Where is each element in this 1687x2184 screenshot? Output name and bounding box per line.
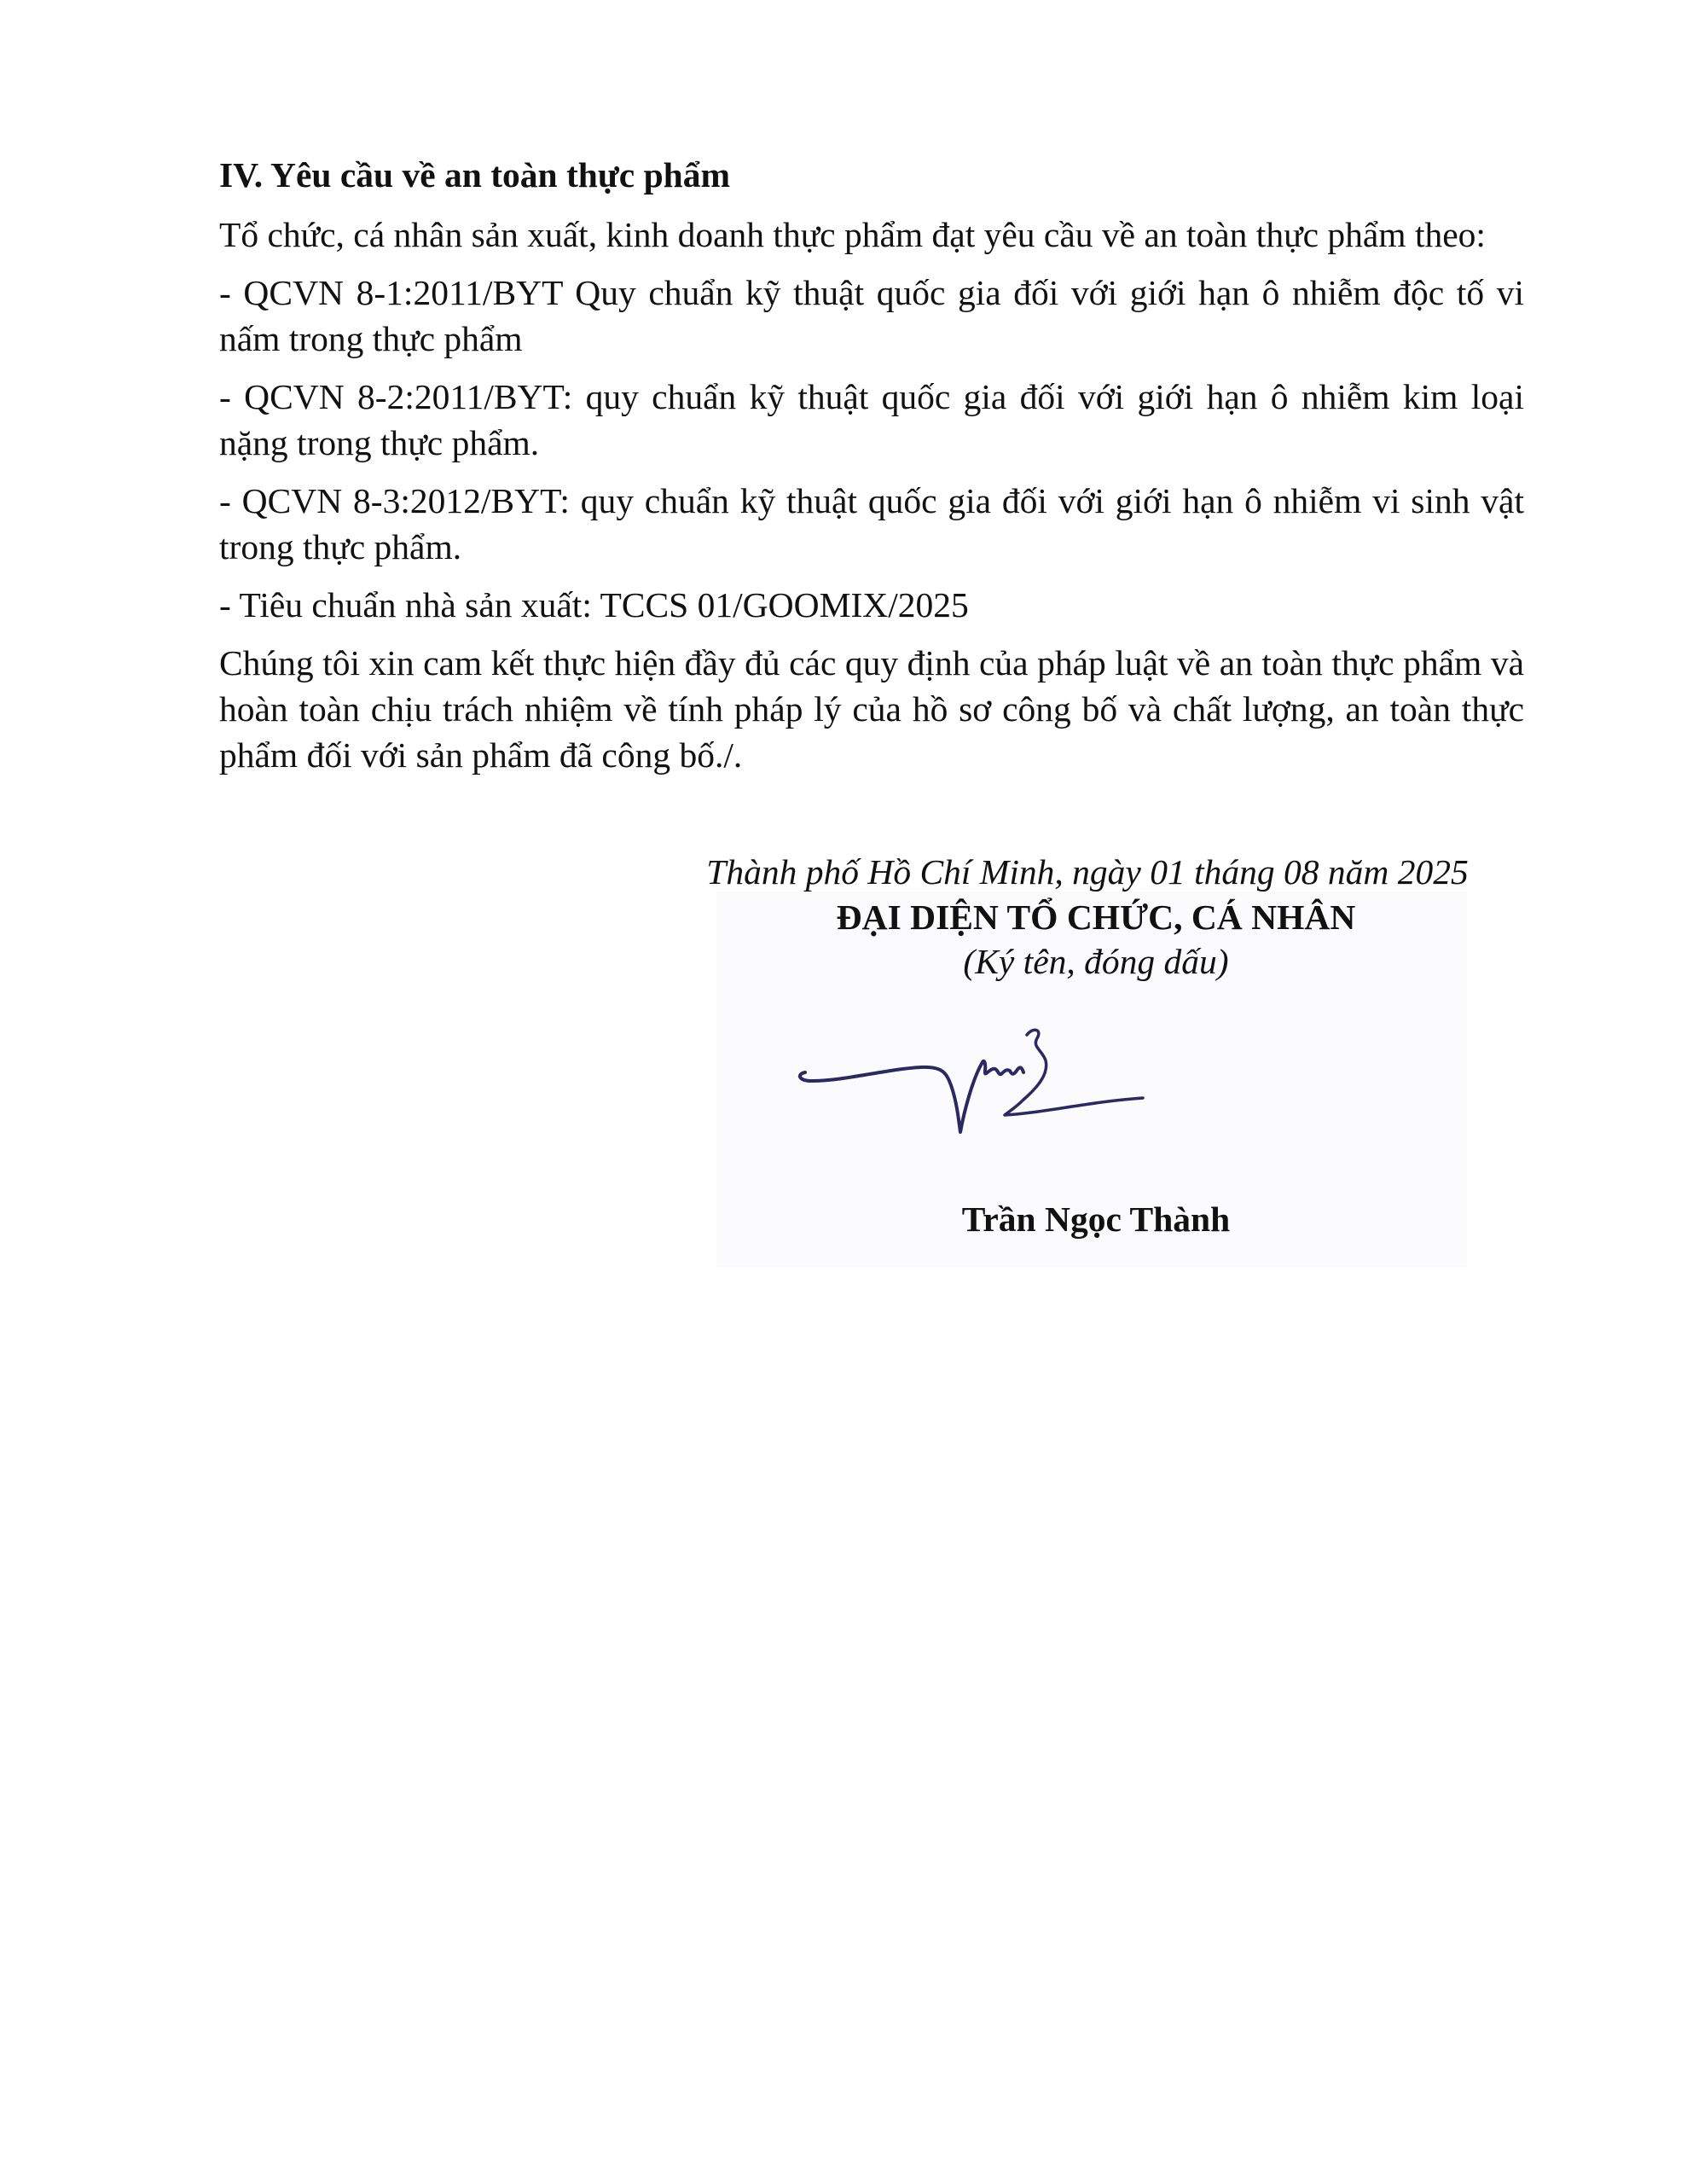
date-line: Thành phố Hồ Chí Minh, ngày 01 tháng 08 năm 2025 [706, 852, 1469, 892]
paragraph-qcvn-8-1: - QCVN 8-1:2011/BYT Quy chuẩn kỹ thuật quốc gia đối với giới hạn ô nhiễm độc tố vi nấm trong thực phẩm [219, 273, 1524, 358]
paragraph-intro: Tổ chức, cá nhân sản xuất, kinh doanh thực phẩm đạt yêu cầu về an toàn thực phẩm theo: [219, 215, 1486, 254]
signature-block [657, 849, 1510, 1267]
signer-name: Trần Ngọc Thành [961, 1199, 1231, 1239]
representative-role: ĐẠI DIỆN TỔ CHỨC, CÁ NHÂN [836, 897, 1356, 937]
handwritten-signature [793, 1019, 1151, 1165]
paragraph-qcvn-8-2: - QCVN 8-2:2011/BYT: quy chuẩn kỹ thuật quốc gia đối với giới hạn ô nhiễm kim loại nặng trong thực phẩm. [219, 377, 1524, 462]
section-heading: IV. Yêu cầu về an toàn thực phẩm [219, 155, 731, 195]
section-body [219, 152, 1524, 790]
paragraph-tccs: - Tiêu chuẩn nhà sản xuất: TCCS 01/GOOMIX/2025 [219, 585, 969, 624]
paragraph-commitment: Chúng tôi xin cam kết thực hiện đầy đủ các quy định của pháp luật về an toàn thực phẩm và hoàn toàn chịu trách nhiệm về tính pháp lý của hồ sơ công bố và chất lượng, an toàn thực phẩm đối với sản phẩm đã công bố./. [219, 643, 1524, 775]
paragraph-qcvn-8-3: - QCVN 8-3:2012/BYT: quy chuẩn kỹ thuật quốc gia đối với giới hạn ô nhiễm vi sinh vật trong thực phẩm. [219, 481, 1524, 566]
sign-note: (Ký tên, đóng dấu) [963, 942, 1229, 981]
